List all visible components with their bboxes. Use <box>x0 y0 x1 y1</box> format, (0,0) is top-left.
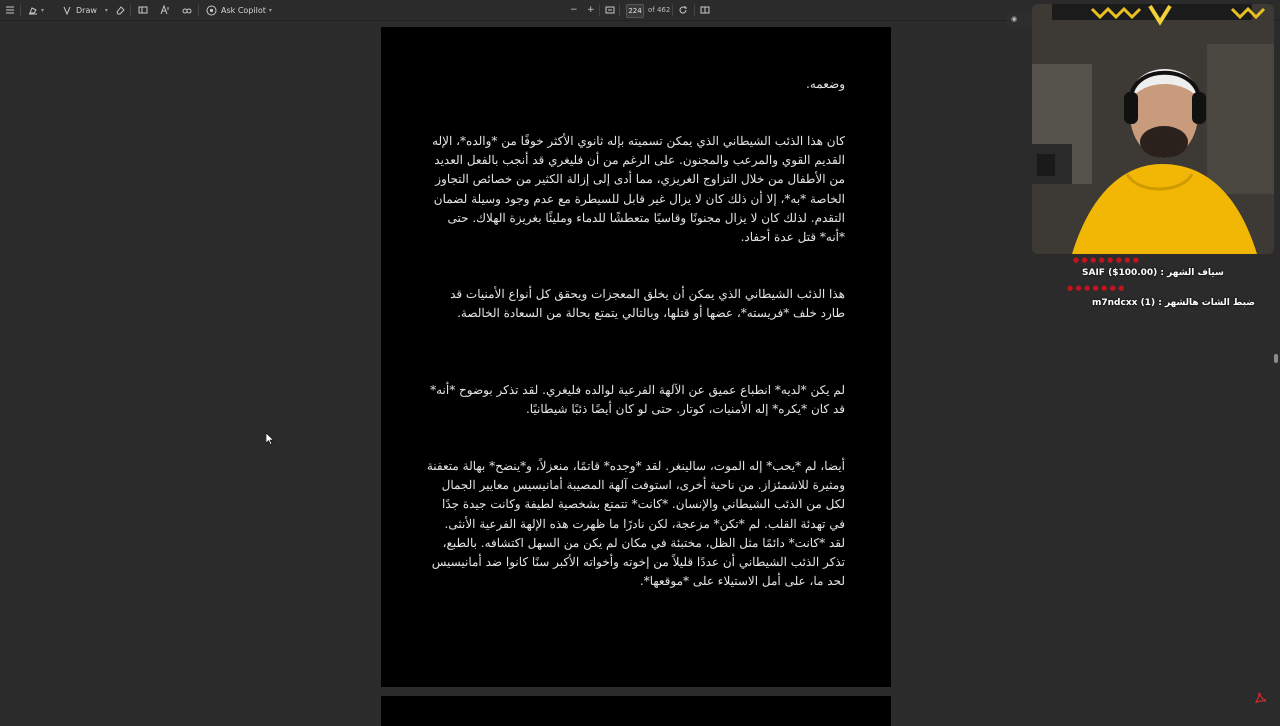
draw-button[interactable] <box>62 3 108 17</box>
page-number-input[interactable] <box>626 4 644 18</box>
paragraph-1: وضعمه. <box>806 77 845 91</box>
contents-button[interactable] <box>5 3 15 17</box>
total-pages: of 462 <box>648 6 671 14</box>
ask-copilot-label: Ask Copilot <box>221 5 266 15</box>
immersive-reader-icon <box>182 5 192 15</box>
pdf-next-page <box>381 696 891 726</box>
read-aloud-button[interactable] <box>160 3 170 17</box>
webcam-feed <box>1032 4 1274 254</box>
paragraph-4: لم يكن *لديه* انطباع عميق عن الآلهة الفرعية لوالده فليغري. لقد تذكر بوضوح *أنه* قد كان *يكره* إله الأمنيات، كوتار. حتى لو كان أيضًا ذئبًا شيطانيًا. <box>430 383 845 417</box>
pdf-icon[interactable] <box>1254 692 1266 704</box>
zoom-out-button[interactable] <box>570 3 578 17</box>
page-view-button[interactable] <box>700 3 710 17</box>
page-view-icon <box>700 5 710 15</box>
add-text-button[interactable] <box>138 3 148 17</box>
rotate-icon <box>678 5 688 15</box>
toolbar-divider <box>694 4 695 16</box>
chat-line-red-2: ● ● ● ● ● ● ● <box>1067 284 1125 292</box>
draw-label: Draw <box>76 5 97 15</box>
rotate-button[interactable] <box>678 3 688 17</box>
toolbar-divider <box>672 4 673 16</box>
highlight-button[interactable] <box>28 3 44 17</box>
zoom-in-button[interactable] <box>587 3 595 17</box>
highlight-icon <box>28 5 38 15</box>
mouse-cursor-icon <box>266 433 274 445</box>
stream-overlay <box>1007 0 1280 310</box>
zoom-in-icon: + <box>587 5 595 15</box>
vertical-scrollbar[interactable] <box>1274 354 1278 363</box>
toolbar-divider <box>20 4 21 16</box>
chevron-down-icon: ▾ <box>268 6 272 14</box>
read-aloud-icon <box>160 5 170 15</box>
chevron-down-icon: ▾ <box>41 6 45 14</box>
chat-line-2: m7ndcxx (1) : ضبط الشات هالشهر <box>1092 298 1255 308</box>
toolbar-divider <box>599 4 600 16</box>
erase-button[interactable] <box>115 3 125 17</box>
text-box-icon <box>138 5 148 15</box>
copilot-icon: ◉ <box>1011 15 1018 23</box>
fit-page-icon <box>605 5 615 15</box>
fit-page-button[interactable] <box>605 3 615 17</box>
eraser-icon <box>115 5 125 15</box>
paragraph-5: أيضا، لم *يحب* إله الموت، سالينغر. لقد *وجده* قاتمًا، منعزلاً، و*ينضح* بهالة متعفنة ومثيرة للاشمئزاز. من ناحية أخرى، استوفت آلهة المصيبة أمانيسيس معايير الجمال لكل من الذئب الشيطاني والإنسان. *كانت* تتمتع بشخصية لطيفة وكانت جيدة جدًا في تهدئة القلب. لم *تكن* مزعجة، لكن نادرًا ما ظهرت هذه الإلهة الفرعية الأنثى. لقد *كانت* دائمًا مثل الظل، مختبئة في مكان لم يكن من السهل اكتشافه. بالطبع، تذكر الذئب الشيطاني أن عددًا قليلاً من إخوته وأخواته الأكبر سنًا كانوا ضد أمانيسيس لحد ما، على أمل الاستيلاء على *موقعها*. <box>426 459 845 589</box>
draw-icon <box>62 5 72 15</box>
toolbar-divider <box>130 4 131 16</box>
list-icon <box>5 5 15 15</box>
paragraph-2: كان هذا الذئب الشيطاني الذي يمكن تسميته بإله ثانوي الأكثر خوفًا من *والده*، الإله القديم القوي والمرعب والمجنون. على الرغم من أن فليغري قد أنجب بالفعل العديد من الأطفال من خلال التزاوج الغريزي، مما أدى إلى إزالة الكثير من خصائص التجاوز الخاصة *به*، إلا أن ذلك كان لا يزال غير قابل للسيطرة مع عدم وجود وسيلة لضمان التقدم. لذلك كان لا يزال مجنونًا وقاسيًا متعطشًا للدماء ومليئًا بغريزة الهلاك. حتى *أنه* قتل عدة أحفاد. <box>432 134 845 245</box>
toolbar-divider <box>198 4 199 16</box>
webcam-image <box>1032 4 1274 254</box>
zoom-out-icon: − <box>570 5 578 15</box>
paragraph-3: هذا الذئب الشيطاني الذي يمكن أن يخلق المعجزات ويحقق كل أنواع الأمنيات قد طارد خلف *فريسته*، عضها أو قتلها، وبالتالي يتمتع بحالة من السعادة الخالصة. <box>450 287 845 321</box>
ask-copilot-button[interactable] <box>206 3 272 17</box>
toolbar-divider <box>619 4 620 16</box>
pdf-page <box>381 27 891 687</box>
immersive-reader-button[interactable] <box>182 3 192 17</box>
chat-line-red-1: ● ● ● ● ● ● ● ● <box>1073 256 1139 264</box>
chevron-down-icon: ▾ <box>104 6 108 14</box>
chat-line-1: SAIF ($100.00) : سياف الشهر <box>1082 268 1224 278</box>
copilot-icon <box>206 5 217 16</box>
